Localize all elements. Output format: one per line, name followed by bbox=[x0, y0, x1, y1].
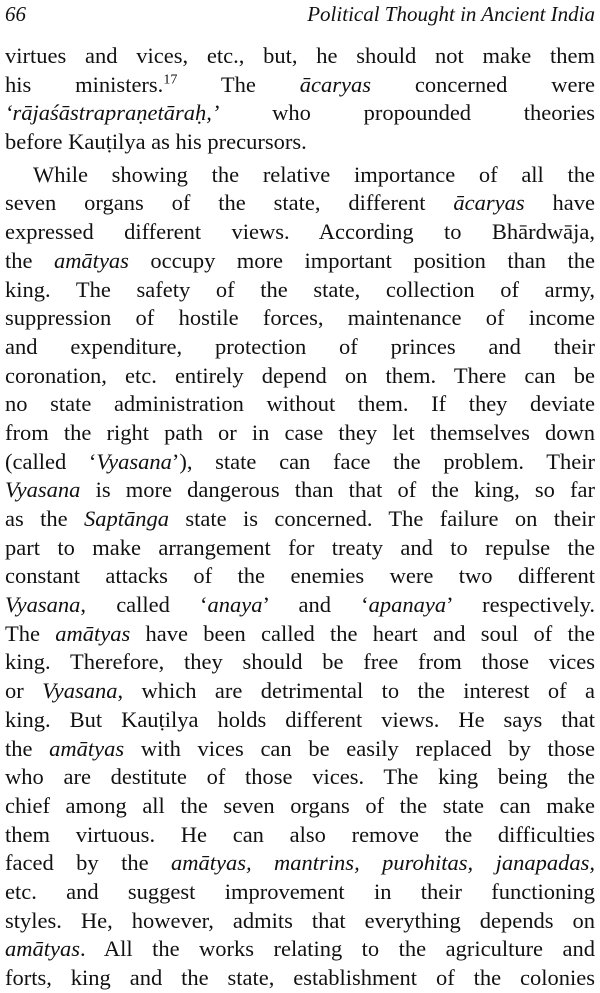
text-segment: the bbox=[5, 735, 50, 761]
paragraph bbox=[5, 42, 595, 157]
text-segment: occupy more important position than the bbox=[128, 247, 595, 273]
text-segment: Vyasana bbox=[5, 592, 81, 618]
text-segment: have been called the heart and soul of the bbox=[130, 620, 595, 646]
text-line bbox=[5, 907, 595, 936]
text-line bbox=[5, 333, 595, 362]
text-line bbox=[5, 99, 595, 128]
text-segment: faced by the bbox=[5, 850, 171, 876]
text-segment: ’), state can face the problem. Their bbox=[171, 448, 595, 474]
text-segment: The bbox=[177, 71, 300, 97]
page-number: 66 bbox=[5, 2, 26, 26]
running-title: Political Thought in Ancient India bbox=[307, 2, 595, 26]
text-segment: no state administration without them. If they deviate bbox=[5, 391, 595, 417]
text-segment: apanaya bbox=[368, 592, 447, 618]
text-segment: The bbox=[5, 620, 56, 646]
page-header bbox=[5, 0, 595, 40]
footnote-ref: 17 bbox=[163, 72, 178, 88]
text-segment: Vyasana bbox=[96, 448, 172, 474]
text-segment: amātyas bbox=[55, 620, 131, 646]
text-segment: (called ‘ bbox=[5, 448, 97, 474]
text-line bbox=[5, 128, 595, 157]
text-line bbox=[5, 706, 595, 735]
text-line bbox=[5, 821, 595, 850]
text-line bbox=[5, 247, 595, 276]
text-line bbox=[5, 792, 595, 821]
text-segment: part to make arrangement for treaty and to repulse the bbox=[5, 534, 595, 560]
text-segment: suppression of hostile forces, maintenance of income bbox=[5, 305, 595, 331]
text-line bbox=[5, 161, 595, 190]
text-line bbox=[5, 390, 595, 419]
text-line bbox=[5, 849, 595, 878]
text-segment: ācaryas bbox=[453, 190, 525, 216]
text-line bbox=[5, 935, 595, 964]
text-segment: amātyas bbox=[53, 247, 129, 273]
text-line bbox=[5, 648, 595, 677]
text-line bbox=[5, 218, 595, 247]
text-segment: or bbox=[5, 678, 43, 704]
text-segment: with vices can be easily replaced by those bbox=[124, 735, 595, 761]
text-line bbox=[5, 763, 595, 792]
text-segment: amātyas bbox=[49, 735, 125, 761]
text-segment: have bbox=[524, 190, 595, 216]
text-segment: state is concerned. The failure on their bbox=[169, 506, 595, 531]
text-segment: ‘rājaśāstrapraṇetāraḥ,’ bbox=[5, 100, 220, 126]
text-line bbox=[5, 71, 595, 100]
text-segment: ācaryas bbox=[299, 71, 371, 97]
text-segment: Vyasana bbox=[42, 678, 118, 704]
text-segment: who are destitute of those vices. The king being the bbox=[5, 764, 595, 790]
text-segment: amātyas, mantrins, purohitas, janapadas, bbox=[171, 850, 595, 876]
text-segment: Saptānga bbox=[84, 506, 170, 531]
text-line bbox=[5, 476, 595, 505]
text-line bbox=[5, 448, 595, 477]
text-line bbox=[5, 878, 595, 907]
paragraph bbox=[5, 161, 595, 993]
text-segment: concerned were bbox=[371, 71, 595, 97]
text-segment: as the bbox=[5, 506, 84, 531]
text-segment: forts, king and the state, establishment of the colonies bbox=[5, 965, 595, 990]
text-segment: anaya bbox=[207, 592, 263, 618]
text-segment: , which are detrimental to the interest of a bbox=[117, 678, 595, 704]
text-segment: etc. and suggest improvement in their functioning bbox=[5, 878, 595, 904]
text-line bbox=[5, 735, 595, 764]
text-segment: ’ respectively. bbox=[446, 592, 595, 618]
text-segment: the bbox=[5, 247, 54, 273]
text-line bbox=[5, 562, 595, 591]
text-line bbox=[5, 620, 595, 649]
text-segment: who propounded theories bbox=[219, 100, 595, 126]
text-line bbox=[5, 189, 595, 218]
text-segment: Vyasana bbox=[5, 477, 81, 503]
text-line bbox=[5, 42, 595, 71]
text-segment: from the right path or in case they let themselves down bbox=[5, 419, 595, 445]
text-segment: , called ‘ bbox=[80, 592, 208, 618]
text-line bbox=[5, 276, 595, 305]
text-segment: before Kauṭilya as his precursors. bbox=[5, 129, 307, 155]
text-line bbox=[5, 534, 595, 563]
text-segment: is more dangerous than that of the king, so far bbox=[80, 477, 595, 503]
text-segment: seven organs of the state, different bbox=[5, 190, 454, 216]
text-segment: them virtuous. He can also remove the difficulties bbox=[5, 821, 595, 847]
text-segment: king. But Kauṭilya holds different views. He says that bbox=[5, 706, 595, 732]
text-segment: styles. He, however, admits that everything depends on bbox=[5, 907, 595, 933]
text-line bbox=[5, 591, 595, 620]
text-segment: his ministers. bbox=[5, 71, 164, 97]
text-segment: amātyas bbox=[5, 936, 80, 962]
text-line bbox=[5, 505, 595, 534]
body-text bbox=[5, 42, 595, 993]
text-line bbox=[5, 304, 595, 333]
text-segment: king. Therefore, they should be free from those vices bbox=[5, 649, 595, 675]
text-segment: coronation, etc. entirely depend on them. There can be bbox=[5, 362, 595, 388]
text-segment: chief among all the seven organs of the state can make bbox=[5, 792, 595, 818]
text-line bbox=[5, 419, 595, 448]
text-segment: virtues and vices, etc., but, he should not make them bbox=[5, 43, 595, 68]
text-segment: . All the works relating to the agriculture and bbox=[80, 936, 595, 962]
text-segment: king. The safety of the state, collection of army, bbox=[5, 276, 595, 302]
text-line bbox=[5, 964, 595, 993]
text-segment: While showing the relative importance of all the bbox=[33, 161, 595, 187]
text-line bbox=[5, 677, 595, 706]
text-line bbox=[5, 362, 595, 391]
text-segment: ’ and ‘ bbox=[262, 592, 369, 618]
text-segment: constant attacks of the enemies were two different bbox=[5, 563, 595, 589]
text-segment: and expenditure, protection of princes and their bbox=[5, 333, 595, 359]
text-segment: expressed different views. According to Bhārdwāja, bbox=[5, 219, 595, 245]
